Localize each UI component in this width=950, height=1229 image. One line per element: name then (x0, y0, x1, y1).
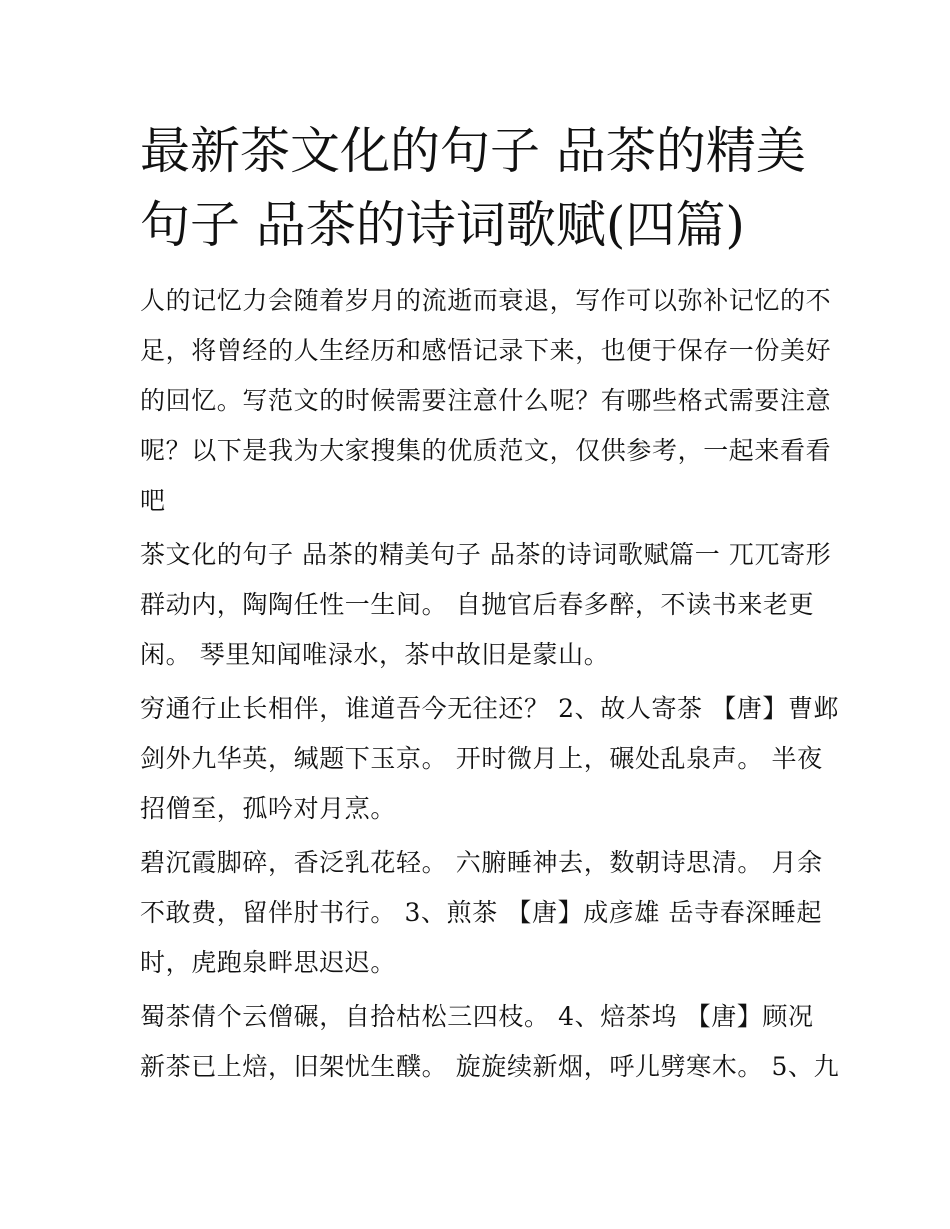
text-line: 蜀茶倩个云僧碾，自拾枯松三四枝。 4、焙茶坞 【唐】顾况 (140, 1002, 814, 1031)
title-line: 最新茶文化的句子 品茶的精美 (140, 122, 806, 180)
text-line: 穷通行止长相伴，谁道吾今无往还？ 2、故人寄茶 【唐】曹邺 (140, 694, 840, 723)
text-line: 吧 (140, 486, 166, 515)
text-line: 群动内，陶陶任性一生间。 自抛官后春多醉，不读书来老更 (140, 590, 815, 619)
title-line: 句子 品茶的诗词歌赋(四篇) (140, 196, 745, 254)
paragraph-intro (140, 276, 830, 526)
document-body (140, 276, 840, 1096)
paragraph-poem-1 (140, 530, 830, 680)
text-line: 茶文化的句子 品茶的精美句子 品茶的诗词歌赋篇一 兀兀寄形 (140, 540, 832, 569)
paragraph-poem-2 (140, 684, 840, 834)
text-line: 的回忆。写范文的时候需要注意什么呢？有哪些格式需要注意 (140, 386, 832, 415)
document-title (140, 114, 830, 262)
text-line: 招僧至，孤吟对月烹。 (140, 794, 397, 823)
text-line: 呢？以下是我为大家搜集的优质范文，仅供参考，一起来看看 (140, 436, 832, 465)
text-line: 剑外九华英，缄题下玉京。 开时微月上，碾处乱泉声。 半夜 (140, 744, 823, 773)
text-line: 闲。 琴里知闻唯渌水，茶中故旧是蒙山。 (140, 640, 610, 669)
text-line: 时，虎跑泉畔思迟迟。 (140, 948, 397, 977)
paragraph-poem-3 (140, 838, 830, 988)
text-line: 新茶已上焙，旧架忧生醭。 旋旋续新烟，呼儿劈寒木。 5、九 (140, 1052, 840, 1081)
text-line: 不敢费，留伴肘书行。 3、煎茶 【唐】成彦雄 岳寺春深睡起 (140, 898, 823, 927)
text-line: 碧沉霞脚碎，香泛乳花轻。 六腑睡神去，数朝诗思清。 月余 (140, 848, 823, 877)
text-line: 人的记忆力会随着岁月的流逝而衰退，写作可以弥补记忆的不 (140, 286, 832, 315)
text-line: 足，将曾经的人生经历和感悟记录下来，也便于保存一份美好 (140, 336, 832, 365)
paragraph-poem-4 (140, 992, 840, 1092)
